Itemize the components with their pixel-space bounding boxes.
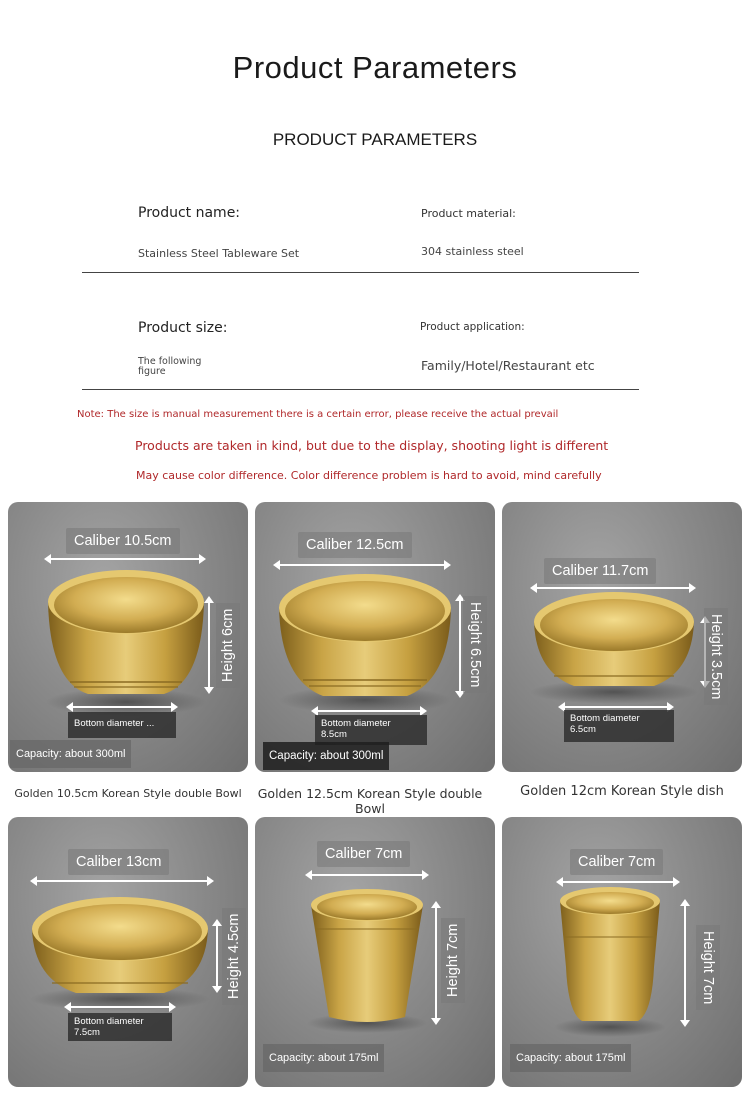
product-tile-bowl-12-5 (255, 502, 495, 772)
product-size-value (138, 357, 201, 377)
product-application-label: Product application: (420, 321, 525, 333)
product-tile-dish-13 (8, 817, 248, 1087)
bottom-diameter-label (315, 715, 427, 745)
bottom-diameter-line1: Bottom diameter (74, 1016, 144, 1027)
height-label: Height 7cm (441, 918, 465, 1003)
divider (82, 389, 639, 390)
bottom-diameter-label (68, 1013, 172, 1041)
bottom-diameter-line1: Bottom diameter (321, 718, 391, 729)
bottom-diameter-line1: Bottom diameter (570, 713, 640, 724)
page-title: Product Parameters (232, 50, 518, 85)
height-arrow (208, 602, 210, 688)
product-material-value: 304 stainless steel (421, 245, 524, 258)
product-material-label: Product material: (421, 207, 516, 220)
product-caption: Golden 10.5cm Korean Style double Bowl (14, 787, 242, 800)
height-arrow (435, 907, 437, 1019)
bottom-diameter-label (564, 710, 674, 742)
product-tile-bowl-10-5 (8, 502, 248, 772)
caliber-label: Caliber 10.5cm (66, 528, 180, 554)
product-application-value: Family/Hotel/Restaurant etc (421, 358, 595, 373)
height-label: Height 4.5cm (222, 908, 246, 1005)
note-line-3: May cause color difference. Color difference problem is hard to avoid, mind carefully (136, 469, 602, 482)
bottom-diameter-line2: 6.5cm (570, 724, 596, 735)
caliber-arrow (279, 564, 445, 566)
capacity-label: Capacity: about 175ml (263, 1044, 384, 1072)
height-arrow (684, 905, 686, 1021)
bottom-diameter-label: Bottom diameter ... (68, 712, 176, 738)
capacity-label: Capacity: about 300ml (10, 740, 131, 768)
bottom-diameter-line2: 7.5cm (74, 1027, 100, 1038)
product-tile-cup-7-b (502, 817, 742, 1087)
note-line-1: Note: The size is manual measurement there is a certain error, please receive the actual prevail (77, 409, 559, 420)
section-subtitle: PRODUCT PARAMETERS (272, 130, 478, 149)
bottom-arrow (564, 706, 668, 708)
caliber-label: Caliber 12.5cm (298, 532, 412, 558)
divider (82, 272, 639, 273)
bottom-arrow (317, 710, 421, 712)
product-size-label: Product size: (138, 320, 228, 336)
product-size-value-line1: The following (138, 356, 202, 367)
bottom-arrow (70, 1006, 170, 1008)
height-label: Height 6cm (216, 603, 240, 688)
note-line-2: Products are taken in kind, but due to the display, shooting light is different (135, 438, 609, 453)
product-caption: Golden 12.5cm Korean Style double Bowl (257, 786, 483, 816)
caliber-arrow (36, 880, 208, 882)
product-tile-cup-7-a (255, 817, 495, 1087)
product-name-value: Stainless Steel Tableware Set (138, 247, 300, 260)
caliber-label: Caliber 11.7cm (544, 558, 656, 584)
caliber-label: Caliber 7cm (317, 841, 410, 867)
caliber-label: Caliber 7cm (570, 849, 663, 875)
bottom-diameter-line2: 8.5cm (321, 729, 347, 740)
capacity-label: Capacity: about 300ml (263, 742, 389, 770)
height-arrow (459, 600, 461, 692)
product-size-value-line2: figure (138, 366, 166, 377)
caliber-label: Caliber 13cm (68, 849, 169, 875)
caliber-arrow (536, 587, 690, 589)
product-name-label: Product name: (138, 205, 241, 221)
capacity-label: Capacity: about 175ml (510, 1044, 631, 1072)
height-arrow (216, 925, 218, 987)
product-caption: Golden 12cm Korean Style dish (520, 784, 724, 799)
height-label: Height 6.5cm (463, 596, 487, 693)
caliber-arrow (311, 874, 423, 876)
caliber-arrow (50, 558, 200, 560)
bottom-arrow (72, 706, 172, 708)
product-tile-dish-12 (502, 502, 742, 772)
height-label: Height 3.5cm (704, 608, 728, 705)
height-label: Height 7cm (696, 925, 720, 1010)
caliber-arrow (562, 881, 674, 883)
